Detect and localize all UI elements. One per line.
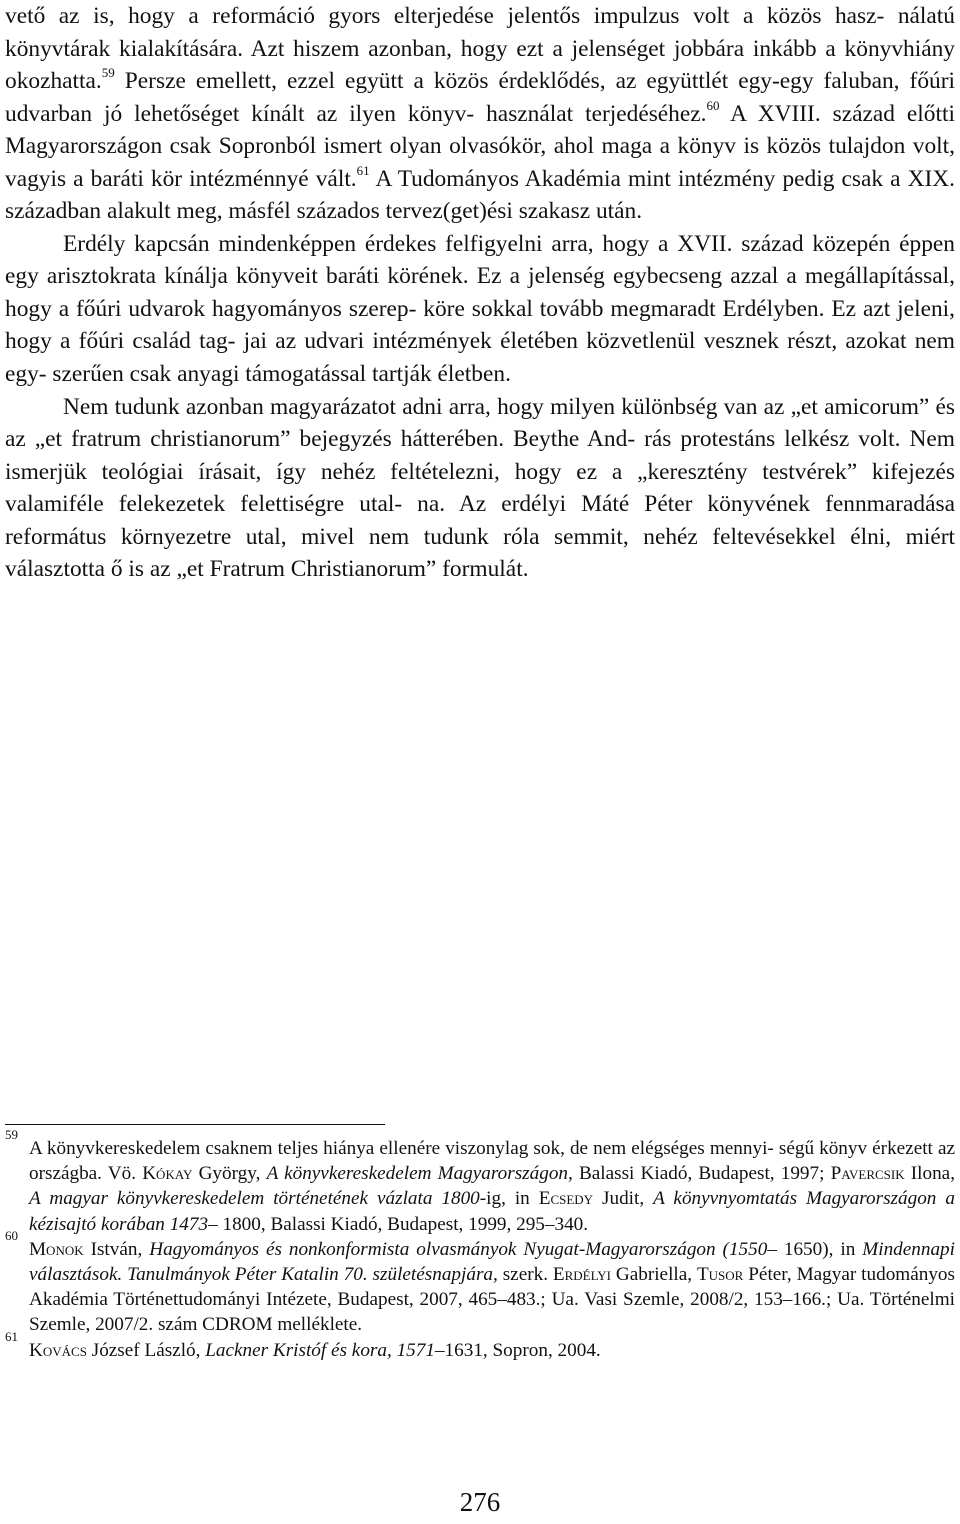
footnote-separator xyxy=(5,1124,385,1125)
book-title: A könyvkereskedelem Magyarországon, xyxy=(266,1163,573,1185)
paragraph-1-text-d: A Tudományos Akadémia mint intézmény pedig csak a XIX. században alakult meg, másfél százados tervez(get)ési szakasz után. xyxy=(5,165,955,225)
book-title: Mindennapi választások. Tanulmányok Péter Katalin 70. születésnapjára, xyxy=(29,1238,955,1286)
footnote-text: Gabriella, xyxy=(610,1264,697,1286)
footnote-60 xyxy=(5,1227,955,1338)
main-text xyxy=(5,0,955,586)
book-title: A magyar könyvkereskedelem történetének vázlata 1800 xyxy=(29,1188,480,1210)
paragraph-1-text-b: Persze emellett, ezzel együtt a közös érdeklődés, az együttlét egy-egy faluban, főúri udvarban jó lehetőséget kínált az ilyen könyv- használat terjedéséhez. xyxy=(5,68,955,127)
footnote-number: 60 xyxy=(5,1227,18,1243)
paragraph-1 xyxy=(5,0,955,228)
book-title: Hagyományos és nonkonformista olvasmányok Nyugat-Magyarországon (1550– xyxy=(149,1238,777,1260)
footnote-text: Balassi Kiadó, Budapest, 1997; xyxy=(572,1163,831,1185)
footnotes xyxy=(5,1127,955,1363)
footnote-text: -ig, in xyxy=(479,1188,539,1210)
author-name: Kókay xyxy=(142,1163,193,1185)
author-name: Ecsedy xyxy=(538,1188,594,1210)
footnote-text: 1650), in xyxy=(776,1238,863,1260)
footnote-61 xyxy=(5,1328,955,1363)
footnote-text: 1800, Balassi Kiadó, Budapest, 1999, 295–340. xyxy=(217,1213,589,1235)
footnote-number: 61 xyxy=(5,1328,18,1344)
author-name: Erdélyi xyxy=(552,1264,611,1286)
footnote-text: György, xyxy=(192,1163,267,1185)
footnote-text: József László, xyxy=(86,1339,206,1361)
page-number: 276 xyxy=(459,1487,501,1517)
book-title: Lackner Kristóf és kora, 1571 xyxy=(205,1339,435,1361)
footnote-ref-60[interactable]: 60 xyxy=(706,97,720,113)
footnote-text: A könyvkereskedelem csaknem teljes hiánya ellenére viszonylag sok, de nem elégséges mennyi- ségű könyv érkezett az országba. Vö. xyxy=(29,1138,955,1185)
footnote-text: –1631, Sopron, 2004. xyxy=(434,1339,601,1361)
book-title: A könyvnyomtatás Magyarországon a kézisajtó korában 1473– xyxy=(29,1188,955,1235)
author-name: Pavercsik xyxy=(830,1163,905,1185)
paragraph-2: Erdély kapcsán mindenképpen érdekes felfigyelni arra, hogy a XVII. század közepén éppen egy arisztokrata kínálja könyveit baráti körének. Ez a jelenség egybecseng azzal a megállapítással, hogy a főúri udvarok hagyományos szerep- köre sokkal tovább megmaradt Erdélyben. Ez azt jeleni, hogy a főúri család tag- jai az udvari intézmények életében közvetlenül vesznek részt, azokat nem egy- szerűen csak anyagi támogatással tartják életben. xyxy=(5,230,955,388)
footnote-59 xyxy=(5,1127,955,1237)
footnote-ref-61[interactable]: 61 xyxy=(356,162,370,178)
footnote-number: 59 xyxy=(5,1127,18,1142)
paragraph-1-text-c: A XVIII. század előtti Magyarországon csak Sopronból ismert olyan olvasókör, ahol maga a könyv is közös tulajdon volt, vagyis a baráti kör intézménnyé vált. xyxy=(5,100,955,192)
footnote-text: Judit, xyxy=(593,1188,654,1210)
footnote-text: István, xyxy=(83,1238,150,1260)
footnote-text: Péter, Magyar tudományos Akadémia Történettudományi Intézete, Budapest, 2007, 465–483.; Ua. Vasi Szemle, 2008/2, 153–166.; Ua. Történelmi Szemle, 2007/2. szám CDROM melléklete. xyxy=(29,1264,955,1336)
footnote-text: Ilona, xyxy=(904,1163,955,1185)
author-name: Tusor xyxy=(696,1264,744,1286)
paragraph-1-text-a: vető az is, hogy a reformáció gyors elterjedése jelentős impulzus volt a közös hasz- nálatú könyvtárak kialakítására. Azt hiszem azonban, hogy ezt a jelenséget jobbára inkább a könyvhiány okozhatta. xyxy=(5,3,955,95)
paragraph-3: Nem tudunk azonban magyarázatot adni arra, hogy milyen különbség van az „et amicorum” és az „et fratrum christianorum” bejegyzés hátterében. Beythe And- rás protestáns lelkész volt. Nem ismerjük teológiai írásait, így nehéz feltételezni, hogy ez a „keresztény testvérek” kifejezés valamiféle felekezetek felettiségre utal- na. Az erdélyi Máté Péter könyvének fennmaradása református környezetre utal, mivel nem tudunk róla semmit, nehéz feltevésekkel élni, miért választotta ő is az „et Fratrum Christianorum” formulát. xyxy=(5,393,955,583)
author-name: Monok xyxy=(29,1238,84,1260)
footnote-ref-59[interactable]: 59 xyxy=(101,65,115,81)
author-name: Kovács xyxy=(29,1339,87,1361)
footnote-text: szerk. xyxy=(497,1264,553,1286)
